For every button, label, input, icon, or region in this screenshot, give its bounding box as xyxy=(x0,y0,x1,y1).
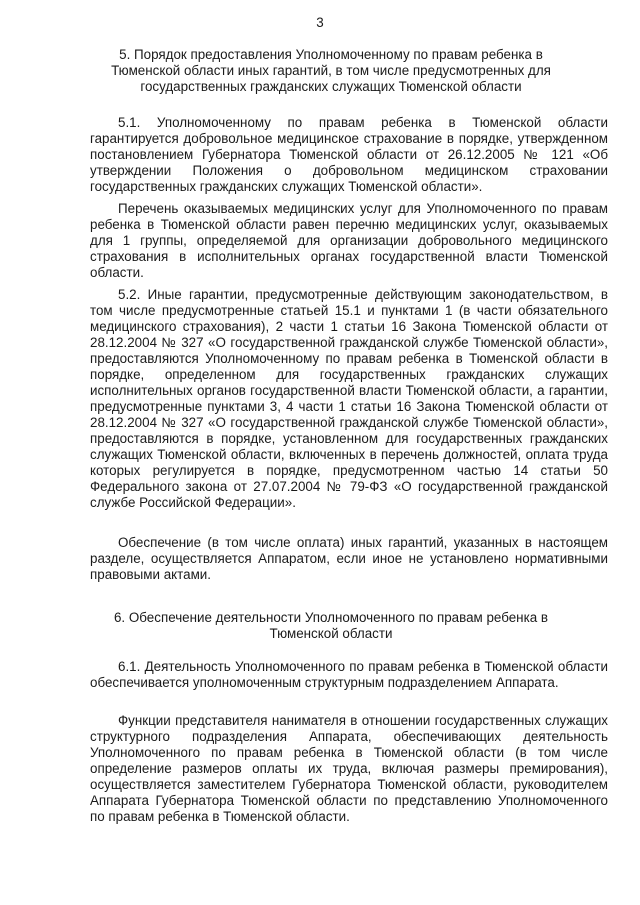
paragraph-5-2-provision: Обеспечение (в том числе оплата) иных гарантий, указанных в настоящем разделе, осуществляется Аппаратом, если иное не установлено нормативными правовыми актами. xyxy=(90,535,608,582)
paragraph-5-1: 5.1. Уполномоченному по правам ребенка в Тюменской области гарантируется добровольное медицинское страхование в порядке, утвержденном постановлением Губернатора Тюменской области от 26.12.2005 № 121 «Об утверждении Положения о добровольном медицинском страховании государственных гражданских служащих Тюменской области». xyxy=(90,115,608,194)
section-6-heading: 6. Обеспечение деятельности Уполномоченного по правам ребенка в Тюменской области xyxy=(113,610,549,641)
paragraph-5-1-services: Перечень оказываемых медицинских услуг для Уполномоченного по правам ребенка в Тюменской области равен перечню медицинских услуг, оказываемых для 1 группы, определяемой для организации добровольного медицинского страхования в исполнительных органах государственной власти Тюменской области. xyxy=(90,201,608,280)
page-number: 3 xyxy=(316,15,324,30)
paragraph-6-1: 6.1. Деятельность Уполномоченного по правам ребенка в Тюменской области обеспечивается уполномоченным структурным подразделением Аппарата. xyxy=(90,659,608,690)
paragraph-6-1-functions: Функции представителя нанимателя в отношении государственных служащих структурного подразделения Аппарата, обеспечивающих деятельность Уполномоченного по правам ребенка в Тюменской области (в том числе определение размеров оплаты их труда, включая размеры премирования), осуществляется заместителем Губернатора Тюменской области, руководителем Аппарата Губернатора Тюменской области по представлению Уполномоченного по правам ребенка в Тюменской области. xyxy=(90,713,608,824)
paragraph-5-2: 5.2. Иные гарантии, предусмотренные действующим законодательством, в том числе предусмотренные статьей 15.1 и пунктами 1 (в части обязательного медицинского страхования), 2 части 1 статьи 16 Закона Тюменской области от 28.12.2004 № 327 «О государственной гражданской службе Тюменской области», предоставляются Уполномоченному по правам ребенка в Тюменской области в порядке, определенном для государственных гражданских служащих исполнительных органов государственной власти Тюменской области, а гарантии, предусмотренные пунктами 3, 4 части 1 статьи 16 Закона Тюменской области от 28.12.2004 № 327 «О государственной гражданской службе Тюменской области», предоставляются в порядке, установленном для государственных гражданских служащих Тюменской области, включенных в перечень должностей, оплата труда которых регулируется в порядке, предусмотренном частью 14 статьи 50 Федерального закона от 27.07.2004 № 79-ФЗ «О государственной гражданской службе Российской Федерации». xyxy=(90,287,608,510)
section-5-heading: 5. Порядок предоставления Уполномоченному по правам ребенка в Тюменской области иных гарантий, в том числе предусмотренных для государственных гражданских служащих Тюменской области xyxy=(111,47,551,94)
